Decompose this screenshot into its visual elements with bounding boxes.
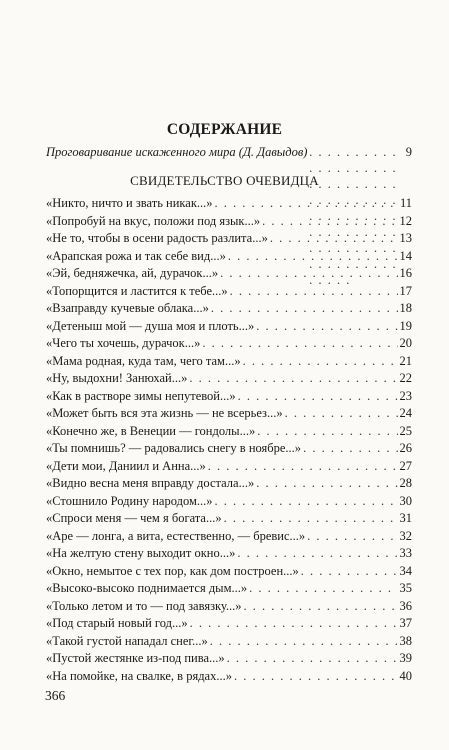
toc-entry-page: 32 <box>399 528 412 543</box>
toc-entry-title: «Окно, немытое с тех пор, как дом построен...» <box>46 563 299 578</box>
page-number: 366 <box>45 688 66 703</box>
toc-entry <box>46 283 412 301</box>
toc-entry-title: «Только летом и то — под завязку...» <box>46 598 242 613</box>
toc-entry-title: «Попробуй на вкус, положи под язык...» <box>46 213 261 228</box>
toc-entry-title: «На желтую стену выходит окно...» <box>46 546 236 560</box>
toc-entry-title: «Детеныш мой — душа моя и плоть...» <box>46 318 255 333</box>
toc-entry-title: «Дети мои, Даниил и Анна...» <box>46 458 206 473</box>
dot-leader <box>208 458 398 476</box>
toc-entry <box>46 335 412 353</box>
dot-leader <box>249 580 397 598</box>
toc-entry-page: 34 <box>399 563 412 578</box>
toc-entry-title: «Аре — лонга, а вита, естественно, — бревис...» <box>46 528 306 543</box>
toc-entry <box>46 528 412 546</box>
toc-entry-page: 21 <box>399 353 412 368</box>
toc-entry-page: 27 <box>399 458 412 473</box>
toc-list <box>46 195 412 685</box>
toc-entry <box>46 458 412 476</box>
toc-entry <box>46 353 412 371</box>
toc-entry-title: «На помойке, на свалке, в рядах...» <box>46 668 232 683</box>
toc-entry <box>46 475 412 493</box>
toc-entry-page: 26 <box>399 441 412 455</box>
dot-leader <box>228 248 398 266</box>
dot-leader <box>285 405 398 423</box>
toc-entry-title: «Как в растворе зимы непутевой...» <box>46 388 236 403</box>
toc-entry-page: 12 <box>399 213 412 228</box>
toc-entry <box>46 248 412 266</box>
toc-entry <box>46 300 412 318</box>
toc-entry-page: 17 <box>399 283 412 298</box>
toc-entry-page: 23 <box>399 388 412 403</box>
dot-leader <box>243 353 398 371</box>
toc-entry <box>46 405 412 423</box>
toc-entry <box>46 265 412 283</box>
toc-entry-page: 39 <box>399 651 412 665</box>
dot-leader <box>189 370 397 388</box>
section-title: СВИДЕТЕЛЬСТВО ОЧЕВИДЦА <box>130 173 319 188</box>
toc-entry <box>46 563 412 581</box>
toc-entry-page: 40 <box>399 668 412 683</box>
toc-entry <box>46 598 412 616</box>
contents-title: СОДЕРЖАНИЕ <box>166 121 283 138</box>
toc-entry <box>46 195 412 213</box>
dot-leader <box>262 213 397 231</box>
dot-leader <box>237 545 397 563</box>
toc-entry-title: «Чего ты хочешь, дурачок...» <box>46 336 201 350</box>
dot-leader <box>238 388 398 406</box>
toc-entry-page: 14 <box>399 248 412 263</box>
toc-entry-page: 38 <box>399 633 412 648</box>
toc-entry-title: «Может быть вся эта жизнь — не всерьез...» <box>46 406 283 420</box>
toc-entry <box>46 440 412 458</box>
toc-entry <box>46 510 412 528</box>
toc-entry-title: «Никто, ничто и звать никак...» <box>46 196 213 210</box>
toc-entry-page: 24 <box>399 406 412 420</box>
dot-leader <box>257 423 397 441</box>
dot-leader <box>303 440 397 458</box>
toc-entry-title: «Конечно же, в Венеции — гондолы...» <box>46 423 256 438</box>
toc-entry-title: «Ну, выдохни! Занюхай...» <box>46 371 188 385</box>
dot-leader <box>224 510 398 528</box>
intro-entry-page: 9 <box>405 145 412 159</box>
toc-entry-page: 20 <box>399 336 412 350</box>
dot-leader <box>256 475 397 493</box>
toc-entry-page: 25 <box>399 423 412 438</box>
toc-entry-page: 36 <box>399 598 412 613</box>
toc-entry <box>46 650 412 668</box>
toc-entry-title: «Стошнило Родину народом...» <box>46 493 213 508</box>
toc-entry <box>46 370 412 388</box>
dot-leader <box>211 300 398 318</box>
toc-entry <box>46 615 412 633</box>
toc-entry-page: 18 <box>399 301 412 315</box>
toc-entry <box>46 318 412 336</box>
toc-entry-title: «Спроси меня — чем я богата...» <box>46 511 222 525</box>
toc-entry-title: «Пустой жестянке из-под пива...» <box>46 651 225 665</box>
toc-entry-title: «Взаправду кучевые облака...» <box>46 301 209 315</box>
toc-entry-page: 30 <box>399 493 412 508</box>
toc-entry-title: «Ты помнишь? — радовались снегу в ноябре...» <box>46 441 302 455</box>
toc-entry <box>46 213 412 231</box>
dot-leader <box>210 633 398 651</box>
toc-entry-page: 13 <box>399 231 412 245</box>
toc-entry-page: 22 <box>399 371 412 385</box>
dot-leader <box>202 335 397 353</box>
toc-entry-title: «Арапская рожа и так себе вид...» <box>46 248 226 263</box>
toc-entry-title: «Высоко-высоко поднимается дым...» <box>46 581 248 595</box>
toc-entry-page: 31 <box>399 511 412 525</box>
toc-entry <box>46 423 412 441</box>
toc-entry <box>46 580 412 598</box>
intro-entry-text: Проговаривание искаженного мира (Д. Давыдов) <box>46 145 308 159</box>
dot-leader <box>307 528 397 546</box>
toc-entry-page: 33 <box>399 546 412 560</box>
toc-entry-page: 19 <box>399 318 412 333</box>
toc-entry-page: 16 <box>399 266 412 280</box>
dot-leader <box>230 283 398 301</box>
toc-entry-page: 37 <box>399 616 412 630</box>
toc-entry-title: «Топорщится и ластится к тебе...» <box>46 283 228 298</box>
toc-entry <box>46 633 412 651</box>
toc-entry-title: «Под старый новый год...» <box>46 616 188 630</box>
dot-leader <box>220 265 397 283</box>
dot-leader <box>227 650 398 668</box>
dot-leader <box>215 195 398 213</box>
dot-leader <box>244 598 398 616</box>
toc-entry-title: «Не то, чтобы в осени радость разлита...» <box>46 231 268 245</box>
dot-leader <box>234 668 398 686</box>
toc-entry-title: «Видно весна меня вправду достала...» <box>46 476 255 490</box>
toc-entry <box>46 230 412 248</box>
toc-entry-page: 28 <box>399 476 412 490</box>
toc-entry <box>46 668 412 686</box>
toc-entry-page: 35 <box>399 581 412 595</box>
dot-leader <box>270 230 398 248</box>
toc-entry-title: «Мама родная, куда там, чего там...» <box>46 353 241 368</box>
dot-leader <box>215 493 398 511</box>
dot-leader <box>301 563 398 581</box>
toc-entry-title: «Эй, бедняжечка, ай, дурачок...» <box>46 266 219 280</box>
dot-leader <box>190 615 398 633</box>
toc-entry <box>46 388 412 406</box>
dot-leader <box>256 318 397 336</box>
toc-entry-title: «Такой густой нападал снег...» <box>46 633 208 648</box>
toc-entry <box>46 545 412 563</box>
toc-entry <box>46 493 412 511</box>
toc-entry-page: 11 <box>399 196 412 210</box>
